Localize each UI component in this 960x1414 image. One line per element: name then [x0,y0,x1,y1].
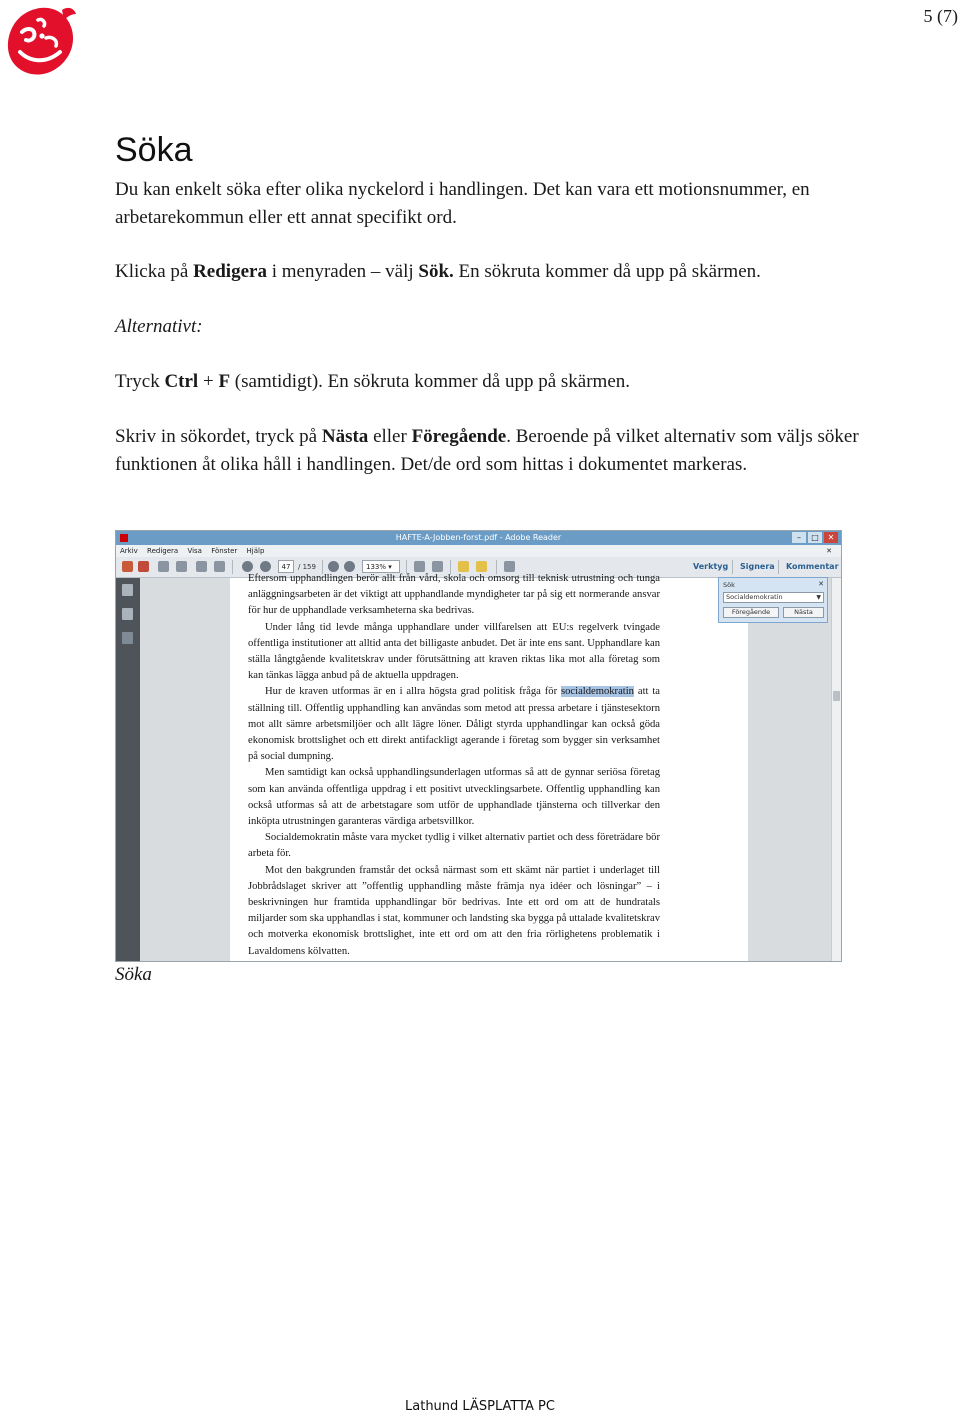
window-title: HAFTE-A-Jobben-forst.pdf - Adobe Reader [395,533,562,542]
maximize-icon[interactable]: □ [808,532,822,543]
email-icon[interactable] [214,561,225,572]
page-total: / 159 [298,563,316,571]
find-dialog [718,577,828,623]
zoom-select[interactable]: 133% ▾ [362,560,400,573]
pdf-paragraph: Men samtidigt kan också upphandlingsunderlagen utformas så att de gynnar seriösa företag som kan använda offentliga uppdrag i ett positivt utvecklingsarbete. Offentlig upphandling kan också utformas så att de arbetstagare som utför de upphandlade tjänsterna och tillverkar den inköpta utrustningen garanteras värdiga arbetsvillkor. [248,767,660,828]
attachments-icon[interactable] [122,632,133,644]
menu-bar [116,545,841,557]
instruction-edit-menu: Klicka på Redigera i menyraden – välj Sök. En sökruta kommer då upp på skärmen. [115,261,761,282]
pdf-paragraph: Mot den bakgrunden framstår det också närmast som ett skämt när partiet i underlaget till Jobbrådslaget skriver att ”offentlig upphandling måste främja nya idéer och lösningar” – i beskrivningen hur framtida upphandlingar bör bedrivas. Inte ett ord om att de hundratals miljarder som ska upphandlas i stat, kommuner och landsting ska bygga på uttalade kvalitetskrav och motverka ekonomisk brottslighet, inte ett ord om att den fria rörlighetens problematik i Lavaldomens kölvatten. [248,864,660,957]
menu-visa[interactable]: Visa [187,547,202,555]
page-number: 5 (7) [923,6,958,26]
page-number-input[interactable]: 47 [278,560,294,573]
intro-paragraph: Du kan enkelt söka efter olika nyckelord i handlingen. Det kan vara ett motionsnummer, en arbetarekommun eller ett annat specifikt ord. [115,179,810,228]
window-controls [792,532,838,543]
instruction-shortcut: Tryck Ctrl + F (samtidigt). En sökruta kommer då upp på skärmen. [115,371,631,392]
pdf-page-text [248,571,660,960]
sign-button[interactable]: Signera [740,562,775,571]
instruction-search: Skriv in sökordet, tryck på Nästa eller Föregående. Beroende på vilket alternativ som väljs söker funktionen åt olika håll i handlingen. Det/de ord som hittas i dokumentet markeras. [115,426,859,475]
section-title: Söka [115,131,193,169]
create-pdf-icon[interactable] [122,561,133,572]
navigation-pane [116,578,140,962]
figure-caption: Söka [115,964,152,985]
menu-hjalp[interactable]: Hjälp [246,547,265,555]
close-document-icon[interactable]: ✕ [826,547,832,555]
bookmarks-icon[interactable] [122,608,133,620]
find-label: Sök [723,581,735,589]
acrobat-icon [120,534,128,542]
close-icon[interactable]: ✕ [824,532,838,543]
print-icon[interactable] [196,561,207,572]
pdf-paragraph: Socialdemokratin måste vara mycket tydlig i vilket alternativ partiet och dess företrädare bör arbeta för. [248,832,660,860]
pages-icon[interactable] [122,584,133,596]
adobe-reader-screenshot [115,530,842,962]
pdf-paragraph: Under lång tid levde många upphandlare under villfarelsen att EU:s regelverk tvingade offentliga institutioner att alltid anta det billigaste anbudet. Det är inte ens sant. Upphandlare kan ställa långtgående kvalitetskrav under förutsättning att kraven riktas lika mot alla företag som kan tänkas lägga anbud på de aktuella uppdragen. [248,621,660,682]
pdf-paragraph-with-match: Hur de kraven utformas är en i allra högsta grad politisk fråga för socialdemokratin att ta ställning till. Offentlig upphandling kan användas som metod att pressa arbetare i tjänstesektorn mot allt sämre arbetsmiljöer och allt lägre löner. Dåligt styrda upphandlingar kan också göda ekonomisk brottslighet och ett direkt antifackligt agerande i företag som bygger sin verksamhet på social dumpning. [248,686,660,763]
menu-fonster[interactable]: Fönster [211,547,238,555]
window-titlebar [116,531,841,545]
find-close-icon[interactable]: ✕ [818,580,824,588]
vertical-scrollbar[interactable] [831,578,841,962]
menu-arkiv[interactable]: Arkiv [120,547,138,555]
scroll-thumb[interactable] [833,691,840,701]
save-icon[interactable] [176,561,187,572]
minimize-icon[interactable]: – [792,532,806,543]
edit-icon[interactable] [158,561,169,572]
comment-button[interactable]: Kommentar [786,562,839,571]
footer-text: Lathund LÄSPLATTA PC [405,1399,555,1414]
search-match-highlight: socialdemokratin [561,686,634,698]
alternative-label: Alternativt: [115,316,203,337]
next-button[interactable]: Nästa [783,607,824,618]
open-icon[interactable] [138,561,149,572]
chevron-down-icon[interactable]: ▼ [816,594,821,601]
tools-button[interactable]: Verktyg [693,562,729,571]
pdf-paragraph: Eftersom upphandlingen berör allt från vård, skola och omsorg till teknisk utrustning och tunga anläggningsarbeten är det viktigt att upphandlande myndigheter tar på sig ett normerande ansvar för hur de upphandlade verksamheterna ska bedrivas. [248,573,660,617]
rose-logo [2,2,78,82]
previous-button[interactable]: Föregående [723,607,779,618]
find-input[interactable]: Socialdemokratin ▼ [723,592,824,603]
menu-redigera[interactable]: Redigera [147,547,179,555]
